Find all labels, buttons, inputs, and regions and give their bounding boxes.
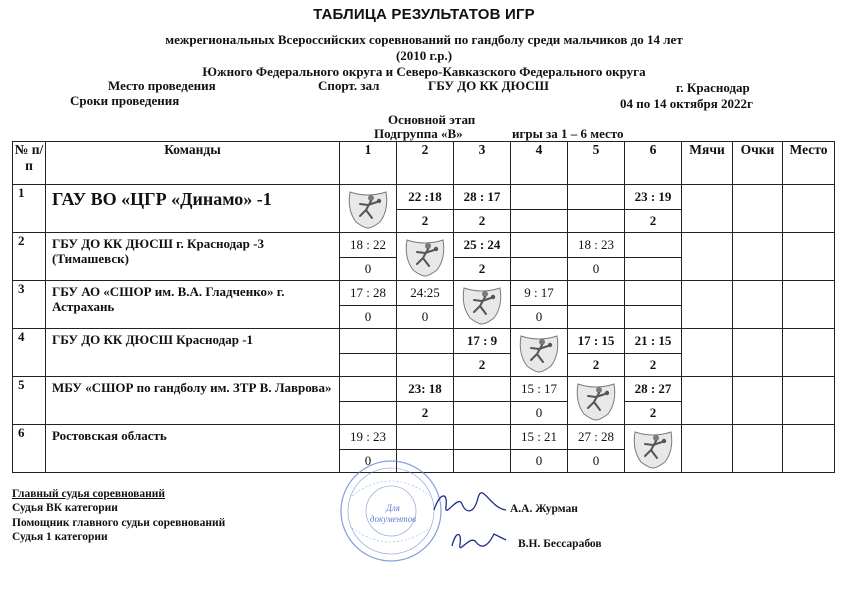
score-cell: 9 : 17: [511, 281, 568, 306]
table-row: [13, 425, 835, 450]
score-cell: 25 : 24: [454, 233, 511, 258]
table-header-row: [13, 142, 835, 185]
diagonal-cell: [511, 329, 568, 377]
team-name: ГАУ ВО «ЦГР «Динамо» -1: [46, 185, 340, 233]
stamp-text: Для документов: [369, 503, 417, 524]
balls-cell: [682, 329, 733, 377]
score-cell: [454, 425, 511, 450]
score-cell: 17 : 15: [568, 329, 625, 354]
dates-value: 04 по 14 октября 2022г: [620, 96, 753, 111]
points-cell: 0: [340, 450, 397, 473]
row-number: 5: [13, 377, 46, 425]
place-cell: [783, 329, 835, 377]
row-number: 6: [13, 425, 46, 473]
handball-emblem-icon: [515, 332, 563, 374]
balls-cell: [682, 425, 733, 473]
header-cell: 1: [340, 142, 397, 185]
header-cell: 6: [625, 142, 682, 185]
stage-label: Основной этап: [388, 112, 476, 127]
points-cell: 2: [625, 210, 682, 233]
score-cell: 22 :18: [397, 185, 454, 210]
points-cell: [568, 210, 625, 233]
handball-emblem-icon: [629, 428, 677, 470]
score-cell: [340, 377, 397, 402]
score-cell: [397, 329, 454, 354]
score-cell: 18 : 23: [568, 233, 625, 258]
chief-judge-category: Судья ВК категории: [12, 502, 118, 514]
points-cell: 2: [454, 210, 511, 233]
assistant-judge-label: Помощник главного судьи соревнований: [12, 517, 226, 529]
points-cell: 2: [397, 210, 454, 233]
points-cell: 2: [397, 402, 454, 425]
score-cell: 24:25: [397, 281, 454, 306]
header-cell: Место: [783, 142, 835, 185]
points-total-cell: [733, 377, 783, 425]
place-cell: [783, 233, 835, 281]
header-cell: 2: [397, 142, 454, 185]
points-cell: [397, 354, 454, 377]
table-row: [13, 185, 835, 210]
dates-label: Сроки проведения: [70, 93, 180, 108]
table-row: [13, 377, 835, 402]
team-name: ГБУ ДО КК ДЮСШ Краснодар -1: [46, 329, 340, 377]
assistant-judge-category: Судья 1 категории: [12, 531, 108, 543]
points-cell: 0: [340, 258, 397, 281]
points-cell: 0: [340, 306, 397, 329]
score-cell: 18 : 22: [340, 233, 397, 258]
points-cell: [625, 258, 682, 281]
points-total-cell: [733, 233, 783, 281]
points-cell: 0: [511, 306, 568, 329]
score-cell: 17 : 9: [454, 329, 511, 354]
place-cell: [783, 281, 835, 329]
header-cell: Мячи: [682, 142, 733, 185]
team-name: Ростовская область: [46, 425, 340, 473]
points-total-cell: [733, 185, 783, 233]
balls-cell: [682, 233, 733, 281]
points-cell: [340, 402, 397, 425]
chief-judge-name: А.А. Журман: [510, 503, 578, 515]
venue-city: г. Краснодар: [676, 80, 750, 95]
venue-label: Место проведения: [108, 78, 216, 93]
chief-judge-label: Главный судья соревнований: [12, 488, 166, 500]
points-cell: [568, 306, 625, 329]
points-cell: 2: [454, 354, 511, 377]
row-number: 1: [13, 185, 46, 233]
handball-emblem-icon: [572, 380, 620, 422]
points-cell: 2: [454, 258, 511, 281]
venue-name: ГБУ ДО КК ДЮСШ: [428, 78, 549, 93]
table-row: [13, 233, 835, 258]
diagonal-cell: [625, 425, 682, 473]
group-label: Подгруппа «В»: [374, 126, 463, 141]
header-cell: Команды: [46, 142, 340, 185]
points-cell: 2: [625, 402, 682, 425]
header-cell: 3: [454, 142, 511, 185]
results-table: [12, 141, 835, 473]
header-cell: 5: [568, 142, 625, 185]
balls-cell: [682, 377, 733, 425]
score-cell: 21 : 15: [625, 329, 682, 354]
score-cell: 28 : 27: [625, 377, 682, 402]
points-total-cell: [733, 281, 783, 329]
row-number: 4: [13, 329, 46, 377]
page-title: ТАБЛИЦА РЕЗУЛЬТАТОВ ИГР: [313, 6, 535, 23]
points-cell: 0: [568, 258, 625, 281]
score-cell: [568, 281, 625, 306]
points-cell: [454, 402, 511, 425]
table-row: [13, 329, 835, 354]
diagonal-cell: [340, 185, 397, 233]
score-cell: 28 : 17: [454, 185, 511, 210]
points-total-cell: [733, 329, 783, 377]
places-label: игры за 1 – 6 место: [512, 126, 624, 141]
points-total-cell: [733, 425, 783, 473]
points-cell: 0: [397, 306, 454, 329]
score-cell: 23: 18: [397, 377, 454, 402]
place-cell: [783, 377, 835, 425]
score-cell: 27 : 28: [568, 425, 625, 450]
handball-emblem-icon: [401, 236, 449, 278]
table-row: [13, 281, 835, 306]
diagonal-cell: [397, 233, 454, 281]
chief-signature-icon: [430, 488, 510, 520]
points-cell: [511, 210, 568, 233]
points-cell: [511, 258, 568, 281]
handball-emblem-icon: [344, 188, 392, 230]
subtitle-line-3: Южного Федерального округа и Северо-Кавказского Федерального округа: [202, 64, 646, 79]
score-cell: [511, 233, 568, 258]
balls-cell: [682, 281, 733, 329]
points-cell: 2: [568, 354, 625, 377]
place-cell: [783, 185, 835, 233]
assistant-signature-icon: [448, 526, 510, 552]
score-cell: 15 : 21: [511, 425, 568, 450]
diagonal-cell: [454, 281, 511, 329]
header-cell: 4: [511, 142, 568, 185]
team-name: ГБУ АО «СШОР им. В.А. Гладченко» г. Астрахань: [46, 281, 340, 329]
points-cell: 0: [568, 450, 625, 473]
points-cell: 0: [511, 402, 568, 425]
row-number: 2: [13, 233, 46, 281]
score-cell: [625, 281, 682, 306]
score-cell: 23 : 19: [625, 185, 682, 210]
score-cell: [340, 329, 397, 354]
balls-cell: [682, 185, 733, 233]
subtitle-line-1: межрегиональных Всероссийских соревнований по гандболу среди мальчиков до 14 лет: [165, 32, 683, 47]
team-name: ГБУ ДО КК ДЮСШ г. Краснодар -3 (Тимашевск): [46, 233, 340, 281]
score-cell: [511, 185, 568, 210]
assistant-judge-name: В.Н. Бессарабов: [518, 538, 602, 550]
score-cell: [454, 377, 511, 402]
score-cell: [625, 233, 682, 258]
score-cell: 17 : 28: [340, 281, 397, 306]
points-cell: 2: [625, 354, 682, 377]
points-cell: [625, 306, 682, 329]
score-cell: [568, 185, 625, 210]
subtitle-line-2: (2010 г.р.): [395, 48, 453, 63]
points-cell: [454, 450, 511, 473]
venue-hall: Спорт. зал: [318, 78, 380, 93]
score-cell: [397, 425, 454, 450]
points-cell: 0: [511, 450, 568, 473]
header-cell: № п/п: [13, 142, 46, 185]
header-cell: Очки: [733, 142, 783, 185]
place-cell: [783, 425, 835, 473]
team-name: МБУ «СШОР по гандболу им. ЗТР В. Лаврова»: [46, 377, 340, 425]
row-number: 3: [13, 281, 46, 329]
diagonal-cell: [568, 377, 625, 425]
score-cell: 15 : 17: [511, 377, 568, 402]
points-cell: [340, 354, 397, 377]
handball-emblem-icon: [458, 284, 506, 326]
score-cell: 19 : 23: [340, 425, 397, 450]
